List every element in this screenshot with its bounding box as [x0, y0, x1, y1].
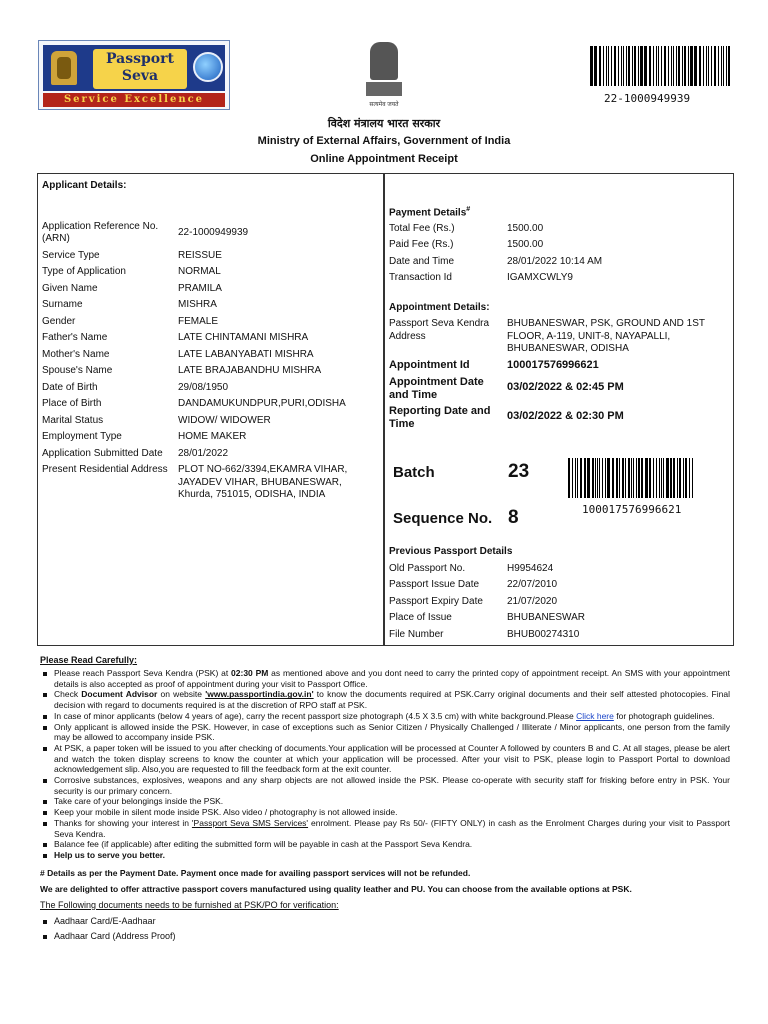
barcode-bar: [682, 46, 683, 86]
barcode-bar: [658, 46, 659, 86]
barcode-bar: [628, 458, 630, 498]
expiry-date-value: 21/07/2020: [507, 596, 558, 607]
barcode-bar: [575, 458, 576, 498]
barcode-bar: [653, 46, 654, 86]
barcode-bar: [580, 458, 582, 498]
sequence-label: Sequence No.: [393, 510, 493, 527]
barcode-bar: [684, 46, 686, 86]
surname-label: Surname: [42, 299, 83, 310]
barcode-bar: [673, 458, 675, 498]
barcode-bar: [611, 46, 612, 86]
address-value: PLOT NO-662/3394,EKAMRA VIHAR, JAYADEV VIHAR, BHUBANESWAR, Khurda, 751015, ODISHA, INDIA: [178, 464, 348, 500]
arn-label: Application Reference No. (ARN): [42, 221, 159, 244]
appointment-barcode-number: 100017576996621: [582, 503, 682, 516]
barcode-bar: [605, 458, 606, 498]
barcode-bar: [618, 46, 619, 86]
instructions-section: [40, 655, 730, 944]
barcode-bar: [676, 46, 677, 86]
barcode-bar: [659, 458, 660, 498]
dob-label: Date of Birth: [42, 382, 98, 393]
submitted-date-value: 28/01/2022: [178, 448, 229, 459]
payment-datetime-label: Date and Time: [389, 256, 455, 267]
barcode-bar: [599, 46, 601, 86]
psk-address-label: Passport Seva Kendra Address: [389, 318, 490, 342]
barcode-bar: [661, 46, 662, 86]
barcode-bar: [603, 46, 604, 86]
arn-value: 22-1000949939: [178, 227, 249, 238]
given-name-label: Given Name: [42, 283, 98, 294]
barcode-bar: [622, 458, 624, 498]
payment-note: # Details as per the Payment Date. Payment once made for availing passport services will not be refunded.: [40, 867, 471, 878]
instructions-list: [40, 668, 730, 861]
passport-covers-note: We are delighted to offer attractive passport covers manufactured using quality leather and PU. You can choose from the available options at PSK.: [40, 883, 632, 894]
barcode-bar: [678, 46, 680, 86]
given-name-value: PRAMILA: [178, 283, 222, 294]
barcode-bar: [641, 458, 643, 498]
instruction-text: At PSK, a paper token will be issued to you after checking of documents.Your application will be processed at Counter A followed by counters B and C. At all stages, please be alert and watch the token display screens to know the counter at which your application will be processed. After your visit to PSK, please login to Passport Portal to download acknowledgement slip. Also,you are requested to fill the feedback form at the exit counter.: [54, 742, 730, 775]
logo-line2: Seva: [121, 68, 159, 84]
instruction-text: Take care of your belongings inside the PSK.: [54, 796, 224, 807]
barcode-bar: [594, 46, 597, 86]
logo-line1: Passport: [106, 51, 174, 67]
barcode-bar: [653, 458, 654, 498]
instruction-text: as mentioned above and you dont need to carry the printed copy of appointment receipt. An SMS with your appointment details is also accepted as proof of appointment during your visit to Passport Office.: [54, 668, 731, 689]
barcode-bar: [644, 46, 647, 86]
barcode-bar: [656, 458, 657, 498]
barcode-bar: [602, 458, 603, 498]
barcode-bar: [728, 46, 730, 86]
service-type-value: REISSUE: [178, 250, 222, 261]
instruction-text: Keep your mobile in silent mode inside PSK. Also video / photography is not allowed inside.: [54, 807, 398, 818]
employment-type-label: Employment Type: [42, 431, 122, 442]
barcode-bar: [726, 46, 727, 86]
payment-title-text: Payment Details: [389, 207, 467, 219]
list-item: [40, 668, 730, 689]
logo-text: [93, 49, 187, 89]
barcode-bar: [631, 458, 632, 498]
barcode-bar: [714, 46, 716, 86]
list-item: [40, 818, 730, 839]
barcode-bar: [587, 458, 590, 498]
globe-icon: [193, 52, 223, 82]
barcode-bar: [670, 458, 672, 498]
applicant-details-title: Applicant Details:: [42, 180, 127, 191]
instruction-text: Check: [54, 689, 82, 700]
website-link[interactable]: 'www.passportindia.gov.in': [205, 689, 314, 700]
issue-place-value: BHUBANESWAR: [507, 612, 585, 623]
barcode-bar: [718, 46, 719, 86]
instruction-text: Only applicant is allowed inside the PSK. However, in case of exceptions such as Senior Citizen / Physically Challenged / Illiterate / Minor applicants, one person from the family may be allowed to accompany inside PSK.: [54, 721, 730, 743]
barcode-bar: [634, 46, 636, 86]
passport-seva-logo: [38, 40, 230, 110]
barcode-bar: [703, 46, 704, 86]
barcode-bar: [668, 46, 669, 86]
psk-address-value: BHUBANESWAR, PSK, GROUND AND 1ST FLOOR, A-119, UNIT-8, NAYAPALLI, BHUBANESWAR, ODISHA: [507, 318, 705, 354]
barcode-bar: [706, 46, 707, 86]
barcode-bar: [689, 458, 690, 498]
logo-tagline: Service Excellence: [43, 93, 225, 107]
application-type-value: NORMAL: [178, 266, 221, 277]
sms-services-text: 'Passport Seva SMS Services': [191, 817, 309, 828]
service-type-label: Service Type: [42, 250, 100, 261]
barcode-bar: [632, 46, 633, 86]
birth-place-label: Place of Birth: [42, 398, 102, 409]
instruction-text: Corrosive substances, explosives, weapons and any sharp objects are not allowed inside the PSK. Please co-operate with security staff for frisking before entry in PSK. Your security is our primary concern.: [54, 775, 730, 796]
barcode-bar: [619, 458, 620, 498]
barcode-bar: [640, 46, 643, 86]
dob-value: 29/08/1950: [178, 382, 229, 393]
instruction-text: Please reach Passport Seva Kendra (PSK) at: [54, 668, 232, 678]
batch-label: Batch: [393, 464, 435, 481]
appointment-id-label: Appointment Id: [389, 359, 470, 371]
employment-type-value: HOME MAKER: [178, 431, 247, 442]
instruction-text: Help us to serve you better.: [54, 849, 166, 860]
barcode-bar: [623, 46, 624, 86]
column-divider: [383, 173, 385, 646]
barcode-bar: [671, 46, 672, 86]
old-passport-label: Old Passport No.: [389, 563, 466, 574]
barcode-bar: [577, 458, 578, 498]
previous-passport-title: Previous Passport Details: [389, 546, 513, 557]
barcode-bar: [590, 46, 593, 86]
emblem-motto: सत्यमेव जयते: [369, 102, 399, 108]
spouse-name-label: Spouse's Name: [42, 365, 113, 376]
logo-banner: [43, 45, 225, 91]
barcode-bar: [677, 458, 678, 498]
arn-barcode-number: 22-1000949939: [604, 92, 691, 105]
list-item: [40, 722, 730, 743]
document-advisor-text: Document Advisor: [81, 689, 158, 700]
appointment-datetime-label: Appointment Date and Time: [389, 376, 484, 401]
appointment-datetime-value: 03/02/2022 & 02:45 PM: [507, 381, 624, 393]
appointment-barcode: [568, 458, 696, 498]
list-item: [40, 796, 730, 807]
barcode-bar: [673, 46, 674, 86]
barcode-bar: [666, 458, 669, 498]
instruction-text: enrolment. Please pay Rs 50/- (FIFTY ONLY) in cash as the Enrolment Charges during your visit to Passport Seva Kendra.: [54, 817, 730, 839]
old-passport-value: H9954624: [507, 563, 554, 574]
barcode-bar: [688, 46, 689, 86]
expiry-date-label: Passport Expiry Date: [389, 596, 483, 607]
ashoka-emblem-icon: [51, 51, 77, 85]
barcode-bar: [614, 46, 616, 86]
click-here-link[interactable]: Click here: [576, 710, 614, 721]
barcode-bar: [612, 458, 614, 498]
payment-title-mark: #: [466, 206, 471, 213]
barcode-bar: [633, 458, 634, 498]
total-fee-label: Total Fee (Rs.): [389, 223, 455, 234]
barcode-bar: [595, 458, 596, 498]
barcode-bar: [599, 458, 600, 498]
barcode-bar: [568, 458, 570, 498]
issue-date-value: 22/07/2010: [507, 579, 558, 590]
paid-fee-value: 1500.00: [507, 239, 544, 250]
ministry-title: Ministry of External Affairs, Government of India: [257, 135, 511, 147]
batch-value: 23: [508, 461, 530, 482]
barcode-bar: [572, 458, 573, 498]
instruction-text: on website: [157, 689, 206, 700]
barcode-bar: [649, 46, 651, 86]
file-number-value: BHUB00274310: [507, 629, 580, 640]
barcode-bar: [606, 46, 607, 86]
payment-details-title: [389, 206, 470, 218]
arn-barcode: [590, 46, 732, 86]
marital-status-label: Marital Status: [42, 415, 104, 426]
barcode-bar: [597, 458, 598, 498]
reporting-time-highlight: 02:30 PM: [231, 668, 269, 678]
address-label: Present Residential Address: [42, 464, 168, 475]
instruction-text: Thanks for showing your interest in: [54, 817, 192, 828]
paid-fee-label: Paid Fee (Rs.): [389, 239, 454, 250]
file-number-label: File Number: [389, 629, 444, 640]
list-item: [40, 850, 730, 861]
transaction-id-value: IGAMXCWLY9: [507, 272, 573, 283]
barcode-bar: [628, 46, 630, 86]
barcode-bar: [645, 458, 648, 498]
barcode-bar: [638, 46, 639, 86]
payment-datetime-value: 28/01/2022 10:14 AM: [507, 256, 603, 267]
barcode-bar: [616, 458, 618, 498]
barcode-bar: [584, 458, 586, 498]
barcode-bar: [621, 46, 622, 86]
spouse-name-value: LATE BRAJABANDHU MISHRA: [178, 365, 322, 376]
issue-date-label: Passport Issue Date: [389, 579, 480, 590]
transaction-id-label: Transaction Id: [389, 272, 452, 283]
list-item: [40, 711, 730, 722]
barcode-bar: [636, 458, 637, 498]
father-name-label: Father's Name: [42, 332, 108, 343]
barcode-bar: [679, 458, 681, 498]
list-item: [40, 743, 730, 775]
barcode-bar: [663, 458, 664, 498]
barcode-bar: [626, 46, 627, 86]
barcode-bar: [711, 46, 712, 86]
instruction-text: for photograph guidelines.: [613, 710, 715, 721]
instructions-title: Please Read Carefully:: [40, 655, 138, 665]
barcode-bar: [592, 458, 594, 498]
appointment-details-title: Appointment Details:: [389, 302, 490, 313]
birth-place-value: DANDAMUKUNDPUR,PURI,ODISHA: [178, 398, 346, 409]
hindi-title: विदेश मंत्रालय भारत सरकार: [327, 117, 441, 130]
barcode-bar: [649, 458, 651, 498]
barcode-bar: [683, 458, 684, 498]
barcode-bar: [625, 458, 626, 498]
documents-list: [40, 914, 730, 944]
emblem-base: [366, 82, 402, 96]
gender-label: Gender: [42, 316, 76, 327]
lion-capital-icon: [370, 42, 398, 80]
instruction-text: Balance fee (if applicable) after editing the submitted form will be payable in cash at the Passport Seva Kendra.: [54, 839, 473, 850]
sequence-value: 8: [508, 507, 519, 528]
submitted-date-label: Application Submitted Date: [42, 448, 163, 459]
barcode-bar: [638, 458, 640, 498]
barcode-bar: [656, 46, 657, 86]
receipt-title: Online Appointment Receipt: [310, 153, 458, 165]
reporting-datetime-value: 03/02/2022 & 02:30 PM: [507, 410, 624, 422]
barcode-bar: [699, 46, 701, 86]
documents-title: The Following documents needs to be furnished at PSK/PO for verification:: [40, 899, 339, 910]
surname-value: MISHRA: [178, 299, 217, 310]
barcode-bar: [723, 46, 724, 86]
marital-status-value: WIDOW/ WIDOWER: [178, 415, 271, 426]
barcode-bar: [685, 458, 687, 498]
appointment-id-value: 100017576996621: [507, 359, 599, 371]
issue-place-label: Place of Issue: [389, 612, 452, 623]
application-type-label: Type of Application: [42, 266, 126, 277]
list-item: [40, 839, 730, 850]
barcode-bar: [694, 46, 697, 86]
list-item: [40, 689, 730, 710]
barcode-bar: [607, 458, 610, 498]
father-name-value: LATE CHINTAMANI MISHRA: [178, 332, 309, 343]
list-item: [40, 807, 730, 818]
instruction-text: In case of minor applicants (below 4 years of age), carry the recent passport size photograph (4.5 X 3.5 cm) with white background.Please: [54, 710, 577, 721]
barcode-bar: [664, 46, 666, 86]
barcode-bar: [692, 458, 693, 498]
barcode-bar: [708, 46, 709, 86]
reporting-datetime-label: Reporting Date and Time: [389, 405, 491, 430]
list-item: [40, 775, 730, 796]
mother-name-value: LATE LABANYABATI MISHRA: [178, 349, 314, 360]
list-item: Aadhaar Card (Address Proof): [40, 929, 730, 944]
barcode-bar: [690, 46, 693, 86]
barcode-bar: [661, 458, 662, 498]
total-fee-value: 1500.00: [507, 223, 544, 234]
barcode-bar: [721, 46, 722, 86]
mother-name-label: Mother's Name: [42, 349, 110, 360]
instruction-text: to know the documents required at PSK.Carry original documents and their self attested photocopies. Final decision with regard to documents required is at the discretion of RPO staff at PSK.: [54, 689, 730, 711]
national-emblem: [364, 42, 404, 112]
list-item: Aadhaar Card/E-Aadhaar: [40, 914, 730, 929]
gender-value: FEMALE: [178, 316, 219, 327]
barcode-bar: [608, 46, 609, 86]
